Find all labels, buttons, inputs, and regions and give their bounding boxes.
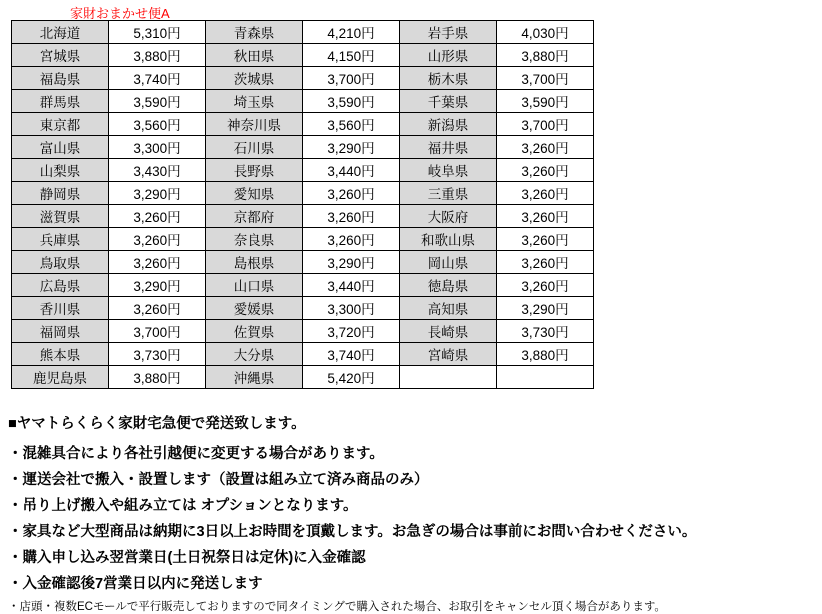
prefecture-cell: 福井県 [400, 136, 497, 159]
price-cell: 3,260円 [497, 228, 594, 251]
prefecture-cell: 徳島県 [400, 274, 497, 297]
prefecture-cell: 高知県 [400, 297, 497, 320]
price-cell: 3,720円 [303, 320, 400, 343]
price-cell: 3,290円 [497, 297, 594, 320]
prefecture-cell: 長崎県 [400, 320, 497, 343]
price-cell: 3,260円 [497, 159, 594, 182]
price-cell: 3,260円 [497, 205, 594, 228]
notes-heading: ■ヤマトらくらく家財宅急便で発送致します。 [8, 416, 306, 432]
price-cell: 3,700円 [497, 67, 594, 90]
prefecture-cell: 青森県 [206, 21, 303, 44]
price-cell: 3,740円 [109, 67, 206, 90]
prefecture-cell: 群馬県 [12, 90, 109, 113]
table-row [12, 136, 594, 159]
price-cell: 3,730円 [497, 320, 594, 343]
note-item: ・入金確認後7営業日以内に発送します [8, 576, 263, 592]
prefecture-cell: 岩手県 [400, 21, 497, 44]
prefecture-cell: 富山県 [12, 136, 109, 159]
price-cell: 3,290円 [109, 182, 206, 205]
prefecture-cell: 茨城県 [206, 67, 303, 90]
price-cell: 4,030円 [497, 21, 594, 44]
price-cell: 3,700円 [303, 67, 400, 90]
prefecture-cell: 大阪府 [400, 205, 497, 228]
table-cell-empty [400, 366, 497, 389]
prefecture-cell: 石川県 [206, 136, 303, 159]
price-cell: 3,260円 [497, 251, 594, 274]
note-item: ・吊り上げ搬入や組み立ては オプションとなります。 [8, 498, 358, 514]
note-item: ・家具など大型商品は納期に3日以上お時間を頂戴します。お急ぎの場合は事前にお問い合わせください。 [8, 524, 697, 540]
price-cell: 3,590円 [109, 90, 206, 113]
prefecture-cell: 大分県 [206, 343, 303, 366]
prefecture-cell: 香川県 [12, 297, 109, 320]
prefecture-cell: 福岡県 [12, 320, 109, 343]
table-row [12, 343, 594, 366]
prefecture-cell: 山梨県 [12, 159, 109, 182]
prefecture-cell: 千葉県 [400, 90, 497, 113]
table-row [12, 67, 594, 90]
prefecture-cell: 愛知県 [206, 182, 303, 205]
prefecture-cell: 島根県 [206, 251, 303, 274]
price-cell: 3,260円 [303, 205, 400, 228]
notes-footnote: ・店頭・複数ECモールで平行販売しておりますので同タイミングで購入された場合、お取引をキャンセル頂く場合があります。 [8, 601, 666, 613]
prefecture-cell: 新潟県 [400, 113, 497, 136]
table-row [12, 228, 594, 251]
prefecture-fee-table [11, 20, 594, 389]
price-cell: 3,590円 [497, 90, 594, 113]
prefecture-cell: 岐阜県 [400, 159, 497, 182]
price-cell: 3,260円 [109, 297, 206, 320]
prefecture-cell: 広島県 [12, 274, 109, 297]
table-row [12, 182, 594, 205]
table-row [12, 21, 594, 44]
prefecture-cell: 山口県 [206, 274, 303, 297]
price-cell: 5,310円 [109, 21, 206, 44]
prefecture-cell: 静岡県 [12, 182, 109, 205]
price-cell: 3,430円 [109, 159, 206, 182]
price-cell: 3,300円 [303, 297, 400, 320]
price-cell: 5,420円 [303, 366, 400, 389]
table-row [12, 251, 594, 274]
price-cell: 4,210円 [303, 21, 400, 44]
page-title: 家財おまかせ便A [70, 6, 170, 21]
table-row [12, 44, 594, 67]
price-cell: 3,880円 [497, 343, 594, 366]
price-cell: 4,150円 [303, 44, 400, 67]
prefecture-cell: 兵庫県 [12, 228, 109, 251]
prefecture-cell: 沖縄県 [206, 366, 303, 389]
prefecture-cell: 鹿児島県 [12, 366, 109, 389]
price-cell: 3,260円 [497, 182, 594, 205]
prefecture-cell: 京都府 [206, 205, 303, 228]
prefecture-cell: 宮城県 [12, 44, 109, 67]
prefecture-cell: 神奈川県 [206, 113, 303, 136]
prefecture-cell: 秋田県 [206, 44, 303, 67]
table-body [12, 21, 594, 389]
price-cell: 3,260円 [109, 251, 206, 274]
table-cell-empty [497, 366, 594, 389]
prefecture-cell: 山形県 [400, 44, 497, 67]
prefecture-cell: 北海道 [12, 21, 109, 44]
prefecture-cell: 埼玉県 [206, 90, 303, 113]
prefecture-cell: 熊本県 [12, 343, 109, 366]
prefecture-cell: 長野県 [206, 159, 303, 182]
price-cell: 3,730円 [109, 343, 206, 366]
prefecture-cell: 奈良県 [206, 228, 303, 251]
price-cell: 3,260円 [497, 136, 594, 159]
price-cell: 3,880円 [109, 44, 206, 67]
prefecture-cell: 滋賀県 [12, 205, 109, 228]
price-cell: 3,440円 [303, 159, 400, 182]
price-cell: 3,260円 [497, 274, 594, 297]
price-cell: 3,440円 [303, 274, 400, 297]
price-cell: 3,880円 [109, 366, 206, 389]
price-cell: 3,260円 [109, 205, 206, 228]
prefecture-cell: 鳥取県 [12, 251, 109, 274]
notes-section [8, 412, 814, 614]
price-cell: 3,260円 [303, 228, 400, 251]
note-item: ・購入申し込み翌営業日(土日祝祭日は定休)に入金確認 [8, 550, 366, 566]
price-cell: 3,290円 [303, 136, 400, 159]
price-cell: 3,880円 [497, 44, 594, 67]
prefecture-cell: 栃木県 [400, 67, 497, 90]
table-row [12, 297, 594, 320]
prefecture-cell: 愛媛県 [206, 297, 303, 320]
table-row [12, 159, 594, 182]
price-cell: 3,300円 [109, 136, 206, 159]
prefecture-cell: 岡山県 [400, 251, 497, 274]
price-cell: 3,290円 [303, 251, 400, 274]
table-row [12, 90, 594, 113]
table-row [12, 366, 594, 389]
prefecture-cell: 宮崎県 [400, 343, 497, 366]
price-cell: 3,290円 [109, 274, 206, 297]
note-item: ・混雑具合により各社引越便に変更する場合があります。 [8, 446, 384, 462]
table-row [12, 274, 594, 297]
price-cell: 3,590円 [303, 90, 400, 113]
price-cell: 3,560円 [109, 113, 206, 136]
prefecture-cell: 佐賀県 [206, 320, 303, 343]
table-row [12, 113, 594, 136]
price-cell: 3,700円 [497, 113, 594, 136]
price-cell: 3,740円 [303, 343, 400, 366]
table-row [12, 320, 594, 343]
price-cell: 3,260円 [303, 182, 400, 205]
prefecture-cell: 東京都 [12, 113, 109, 136]
prefecture-cell: 和歌山県 [400, 228, 497, 251]
prefecture-cell: 三重県 [400, 182, 497, 205]
price-cell: 3,560円 [303, 113, 400, 136]
price-cell: 3,260円 [109, 228, 206, 251]
price-cell: 3,700円 [109, 320, 206, 343]
prefecture-cell: 福島県 [12, 67, 109, 90]
table-row [12, 205, 594, 228]
notes-list [8, 442, 814, 593]
note-item: ・運送会社で搬入・設置します（設置は組み立て済み商品のみ） [8, 472, 429, 488]
